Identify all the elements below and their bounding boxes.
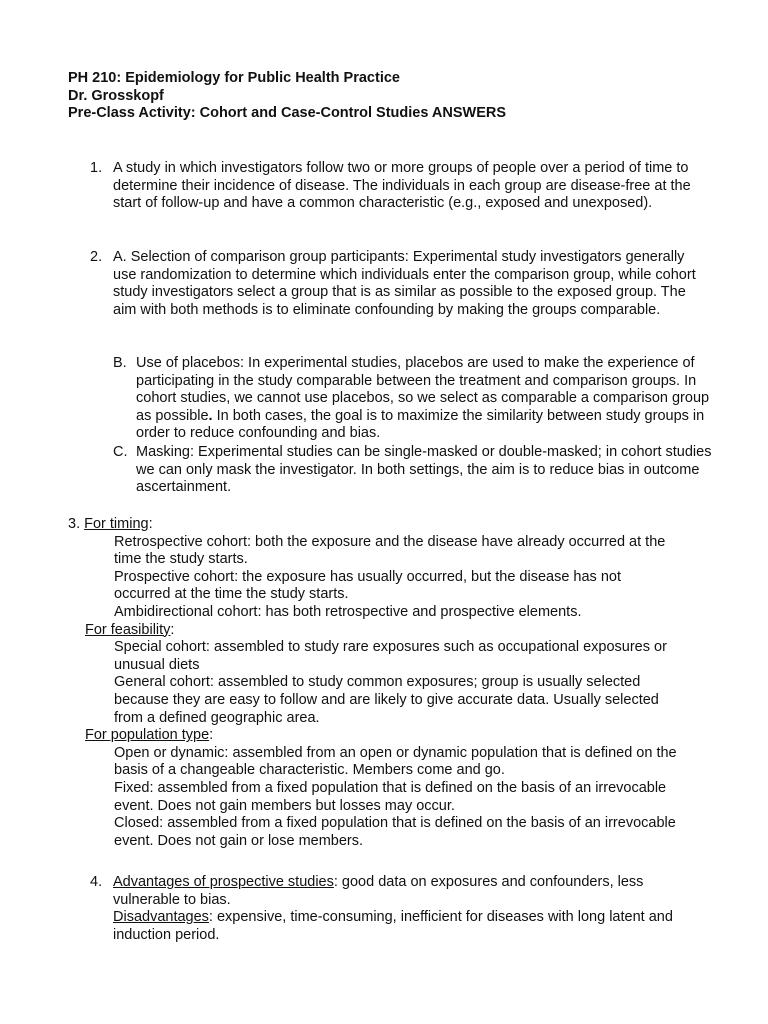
- timing-line: Prospective cohort: the exposure has usually occurred, but the disease has not: [114, 568, 621, 585]
- feasibility-heading: For feasibility: [85, 621, 171, 638]
- timing-line: time the study starts.: [114, 551, 248, 568]
- instructor-name: Dr. Grosskopf: [68, 87, 164, 104]
- population-heading: For population type: [85, 727, 210, 744]
- feasibility-line: General cohort: assembled to study common exposures; group is usually selected: [114, 674, 641, 691]
- feasibility-line: Special cohort: assembled to study rare exposures such as occupational exposures or: [114, 639, 667, 656]
- answer-1: [90, 160, 710, 213]
- advantages-text: Advantages of prospective studies: good data on exposures and confounders, less vulnerable to bias.: [113, 874, 644, 908]
- answer-2c: [113, 444, 713, 497]
- document-header: [68, 70, 506, 123]
- sub-label: C.: [113, 444, 128, 460]
- feasibility-line: because they are easy to follow and are likely to give accurate data. Usually selected: [114, 691, 659, 708]
- advantages-heading: Advantages of prospective studies: [113, 874, 334, 890]
- sub-label: B.: [113, 355, 127, 371]
- feasibility-line: from a defined geographic area.: [114, 709, 320, 726]
- disadvantages-heading: Disadvantages: [113, 909, 209, 926]
- sub-text: Masking: Experimental studies can be single-masked or double-masked; in cohort studies we can only mask the investigator. In both settings, the aim is to reduce bias in outcome ascertainment.: [136, 444, 712, 496]
- answer-number: 4.: [90, 874, 103, 890]
- sub-text: Use of placebos: In experimental studies, placebos are used to make the experience of participating in the study comparable between the treatment and comparison groups. In cohort studies, we cannot use placebos, so we select as comparable a comparison group as possible. In both cases, the goal is to maximize the similarity between study groups in order to reduce confounding and bias.: [136, 355, 710, 442]
- course-title: PH 210: Epidemiology for Public Health Practice: [68, 70, 400, 86]
- timing-line: Ambidirectional cohort: has both retrospective and prospective elements.: [114, 603, 582, 620]
- activity-title: Pre-Class Activity: Cohort and Case-Control Studies ANSWERS: [68, 105, 507, 122]
- population-line: event. Does not gain members but losses may occur.: [114, 797, 455, 814]
- population-line: event. Does not gain or lose members.: [114, 832, 364, 849]
- answer-number: 2.: [90, 249, 103, 265]
- answer-text: A study in which investigators follow two or more groups of people over a period of time to determine their incidence of disease. The individuals in each group are disease-free at the start of follow-up and have a common characteristic (e.g., exposed and unexposed).: [113, 160, 691, 212]
- disadvantages-text: Disadvantages: expensive, time-consuming, inefficient for diseases with long latent and induction period.: [113, 909, 673, 943]
- answer-4: [90, 874, 710, 944]
- population-line: Closed: assembled from a fixed population that is defined on the basis of an irrevocable: [114, 815, 676, 832]
- answer-2: [90, 249, 710, 319]
- answer-text-a: A. Selection of comparison group participants: Experimental study investigators generally use randomization to determine which individuals enter the comparison group, while cohort study investigators select a group that is as similar as possible to the exposed group. The aim with both methods is to eliminate confounding by making the groups comparable.: [113, 249, 696, 318]
- timing-line: occurred at the time the study starts.: [114, 586, 349, 603]
- timing-heading: For timing: [84, 516, 149, 532]
- answer-number: 3.: [68, 516, 81, 532]
- timing-line: Retrospective cohort: both the exposure and the disease have already occurred at the: [114, 533, 666, 550]
- population-line: Fixed: assembled from a fixed population that is defined on the basis of an irrevocable: [114, 779, 667, 796]
- population-line: basis of a changeable characteristic. Members come and go.: [114, 762, 505, 779]
- answer-3: 3. For timing: Retrospective cohort: both the exposure and the disease have already occurred at the time the study starts. Prospective cohort: the exposure has usually occurred, but the disease has not occurred at the time the study starts. Ambidirectional cohort: has both retrospective and prospective elements. For feasibility: Special cohort: assembled to study rare exposures such as occupational exposures or unusual diets General cohort: assembled to study common exposures; group is usually selected because they are easy to follow and are likely to give accurate data. Usually selected from a defined geographic area. For population type: Open or dynamic: assembled from an open or dynamic population that is defined on the basis of a changeable characteristic. Members come and go. Fixed: assembled from a fixed population that is defined on the basis of an irrevocable event. Does not gain members but losses may occur. Closed: assembled from a fixed population that is defined on the basis of an irrevocable event. Does not gain or lose members.: [68, 516, 708, 850]
- population-line: Open or dynamic: assembled from an open or dynamic population that is defined on the: [114, 744, 677, 761]
- feasibility-line: unusual diets: [114, 656, 200, 673]
- answer-2b: [113, 355, 713, 443]
- answer-number: 1.: [90, 160, 103, 176]
